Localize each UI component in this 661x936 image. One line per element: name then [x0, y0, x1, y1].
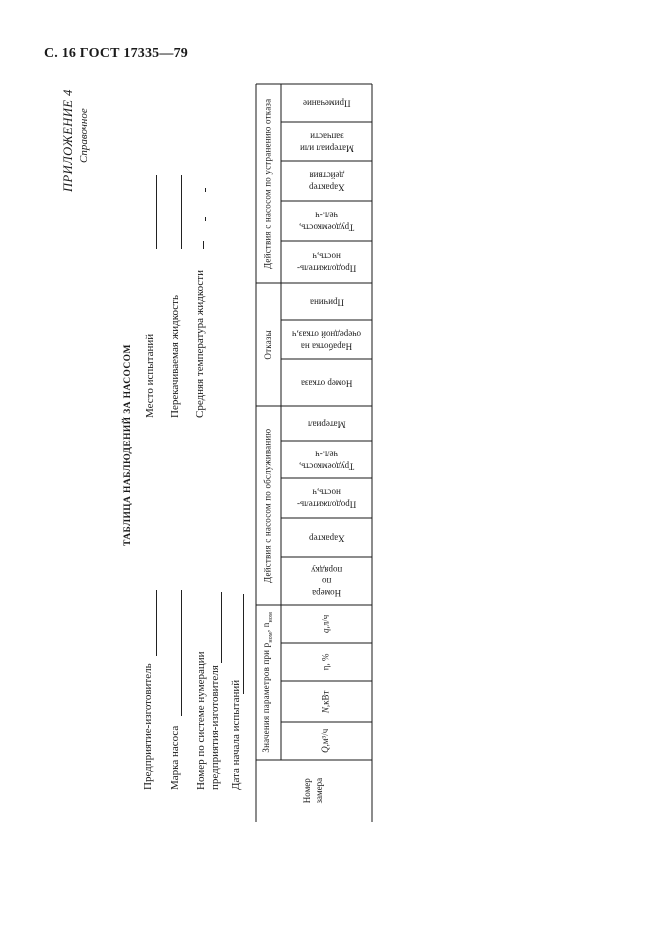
header-repair-character-line2: действия — [309, 171, 344, 181]
group-values-prefix: Значения параметров при p — [261, 642, 272, 753]
header-repair-duration — [281, 241, 372, 283]
header-n — [281, 681, 372, 722]
header-failure-cause-label: Причина — [309, 297, 344, 308]
header-q-leak-var: q — [320, 628, 331, 634]
header-service-order — [281, 557, 372, 605]
header-n-var: N — [320, 706, 331, 713]
header-service-order-line3: порядку — [310, 565, 343, 576]
group-service-header — [256, 406, 281, 605]
header-repair-character-line1: Характер — [308, 182, 345, 193]
header-repair-note — [281, 84, 372, 122]
header-service-order-line1: Номера — [312, 588, 342, 599]
header-service-labor-line1: Трудоемкость, — [298, 461, 355, 472]
form-title: ТАБЛИЦА НАБЛЮДЕНИЙ ЗА НАСОСОМ — [123, 344, 133, 546]
group-repair-label: Действия с насосом по устранению отказа — [262, 98, 273, 269]
header-repair-character — [281, 161, 372, 201]
field-test-place-label: Место испытаний — [144, 333, 156, 418]
header-service-material — [281, 406, 372, 441]
header-service-character — [281, 518, 372, 557]
header-repair-materials-line1: Материал или — [299, 143, 354, 154]
group-values-mid: , n — [261, 622, 272, 633]
header-eta — [281, 643, 372, 681]
group-values-header — [256, 605, 281, 760]
group-failures-label: Отказы — [262, 329, 273, 360]
header-service-duration-line1: Продолжитель- — [296, 499, 357, 510]
header-measure-no-line2: замера — [313, 778, 324, 804]
field-avg-temp-label: Средняя температура жидкости — [194, 270, 206, 418]
header-repair-labor-line1: Трудоемкость, — [298, 222, 355, 233]
header-service-duration — [281, 478, 372, 518]
header-service-labor — [281, 441, 372, 478]
page-header: С. 16 ГОСТ 17335—79 — [44, 46, 188, 61]
header-q-leak-unit: ,л/ч — [320, 614, 331, 629]
field-start-date-label: Дата начала испытаний — [230, 679, 242, 790]
group-failures-header — [256, 283, 281, 406]
field-number-label-line1: Номер по системе нумерации — [195, 651, 207, 790]
header-q-unit: ,м³/ч — [320, 728, 331, 747]
header-service-duration-line2: ность,ч — [312, 488, 341, 498]
appendix-subtitle: Справочное — [78, 108, 90, 163]
header-repair-note-label: Примечание — [302, 98, 351, 109]
header-service-order-line2: по — [321, 576, 332, 587]
header-service-material-label: Материал — [307, 419, 346, 430]
header-failure-mtbf-line2: очередной отказ,ч — [291, 329, 361, 340]
header-eta-unit: , % — [320, 653, 331, 666]
header-repair-materials — [281, 122, 372, 161]
header-measure-no — [256, 760, 372, 822]
header-q-var: Q — [320, 746, 331, 754]
header-repair-duration-line1: Продолжитель- — [296, 263, 357, 274]
header-repair-materials-line2: запчасти — [309, 131, 344, 142]
header-failure-cause — [281, 283, 372, 320]
field-enterprise-label: Предприятие-изготовитель — [142, 663, 154, 790]
appendix-title: ПРИЛОЖЕНИЕ 4 — [61, 89, 75, 192]
group-values-sub2: ном — [268, 612, 275, 623]
group-service-label: Действия с насосом по обслуживанию — [262, 428, 273, 583]
field-liquid-label: Перекачиваемая жидкость — [169, 295, 181, 418]
header-repair-duration-line2: ность,ч — [312, 252, 341, 262]
header-repair-labor-line2: чел.-ч — [315, 211, 338, 221]
header-q — [281, 722, 372, 760]
field-number-label-line2: предприятия-изготовителя — [209, 665, 221, 790]
header-failure-mtbf-line1: Наработка на — [300, 341, 353, 352]
header-service-labor-line2: чел.-ч — [315, 449, 338, 460]
header-failure-number — [281, 359, 372, 406]
header-q-leak — [281, 605, 372, 643]
group-values-sub1: ном — [268, 632, 275, 643]
header-failure-number-label: Номер отказа — [300, 378, 353, 389]
header-failure-mtbf — [281, 320, 372, 359]
group-repair-header — [256, 84, 281, 283]
field-pump-brand-label: Марка насоса — [169, 725, 181, 790]
header-measure-no-line1: Номер — [302, 778, 313, 804]
header-repair-labor — [281, 201, 372, 241]
header-eta-var: η — [320, 665, 331, 671]
header-service-character-label: Характер — [308, 533, 345, 544]
header-n-unit: ,кВт — [320, 690, 331, 707]
